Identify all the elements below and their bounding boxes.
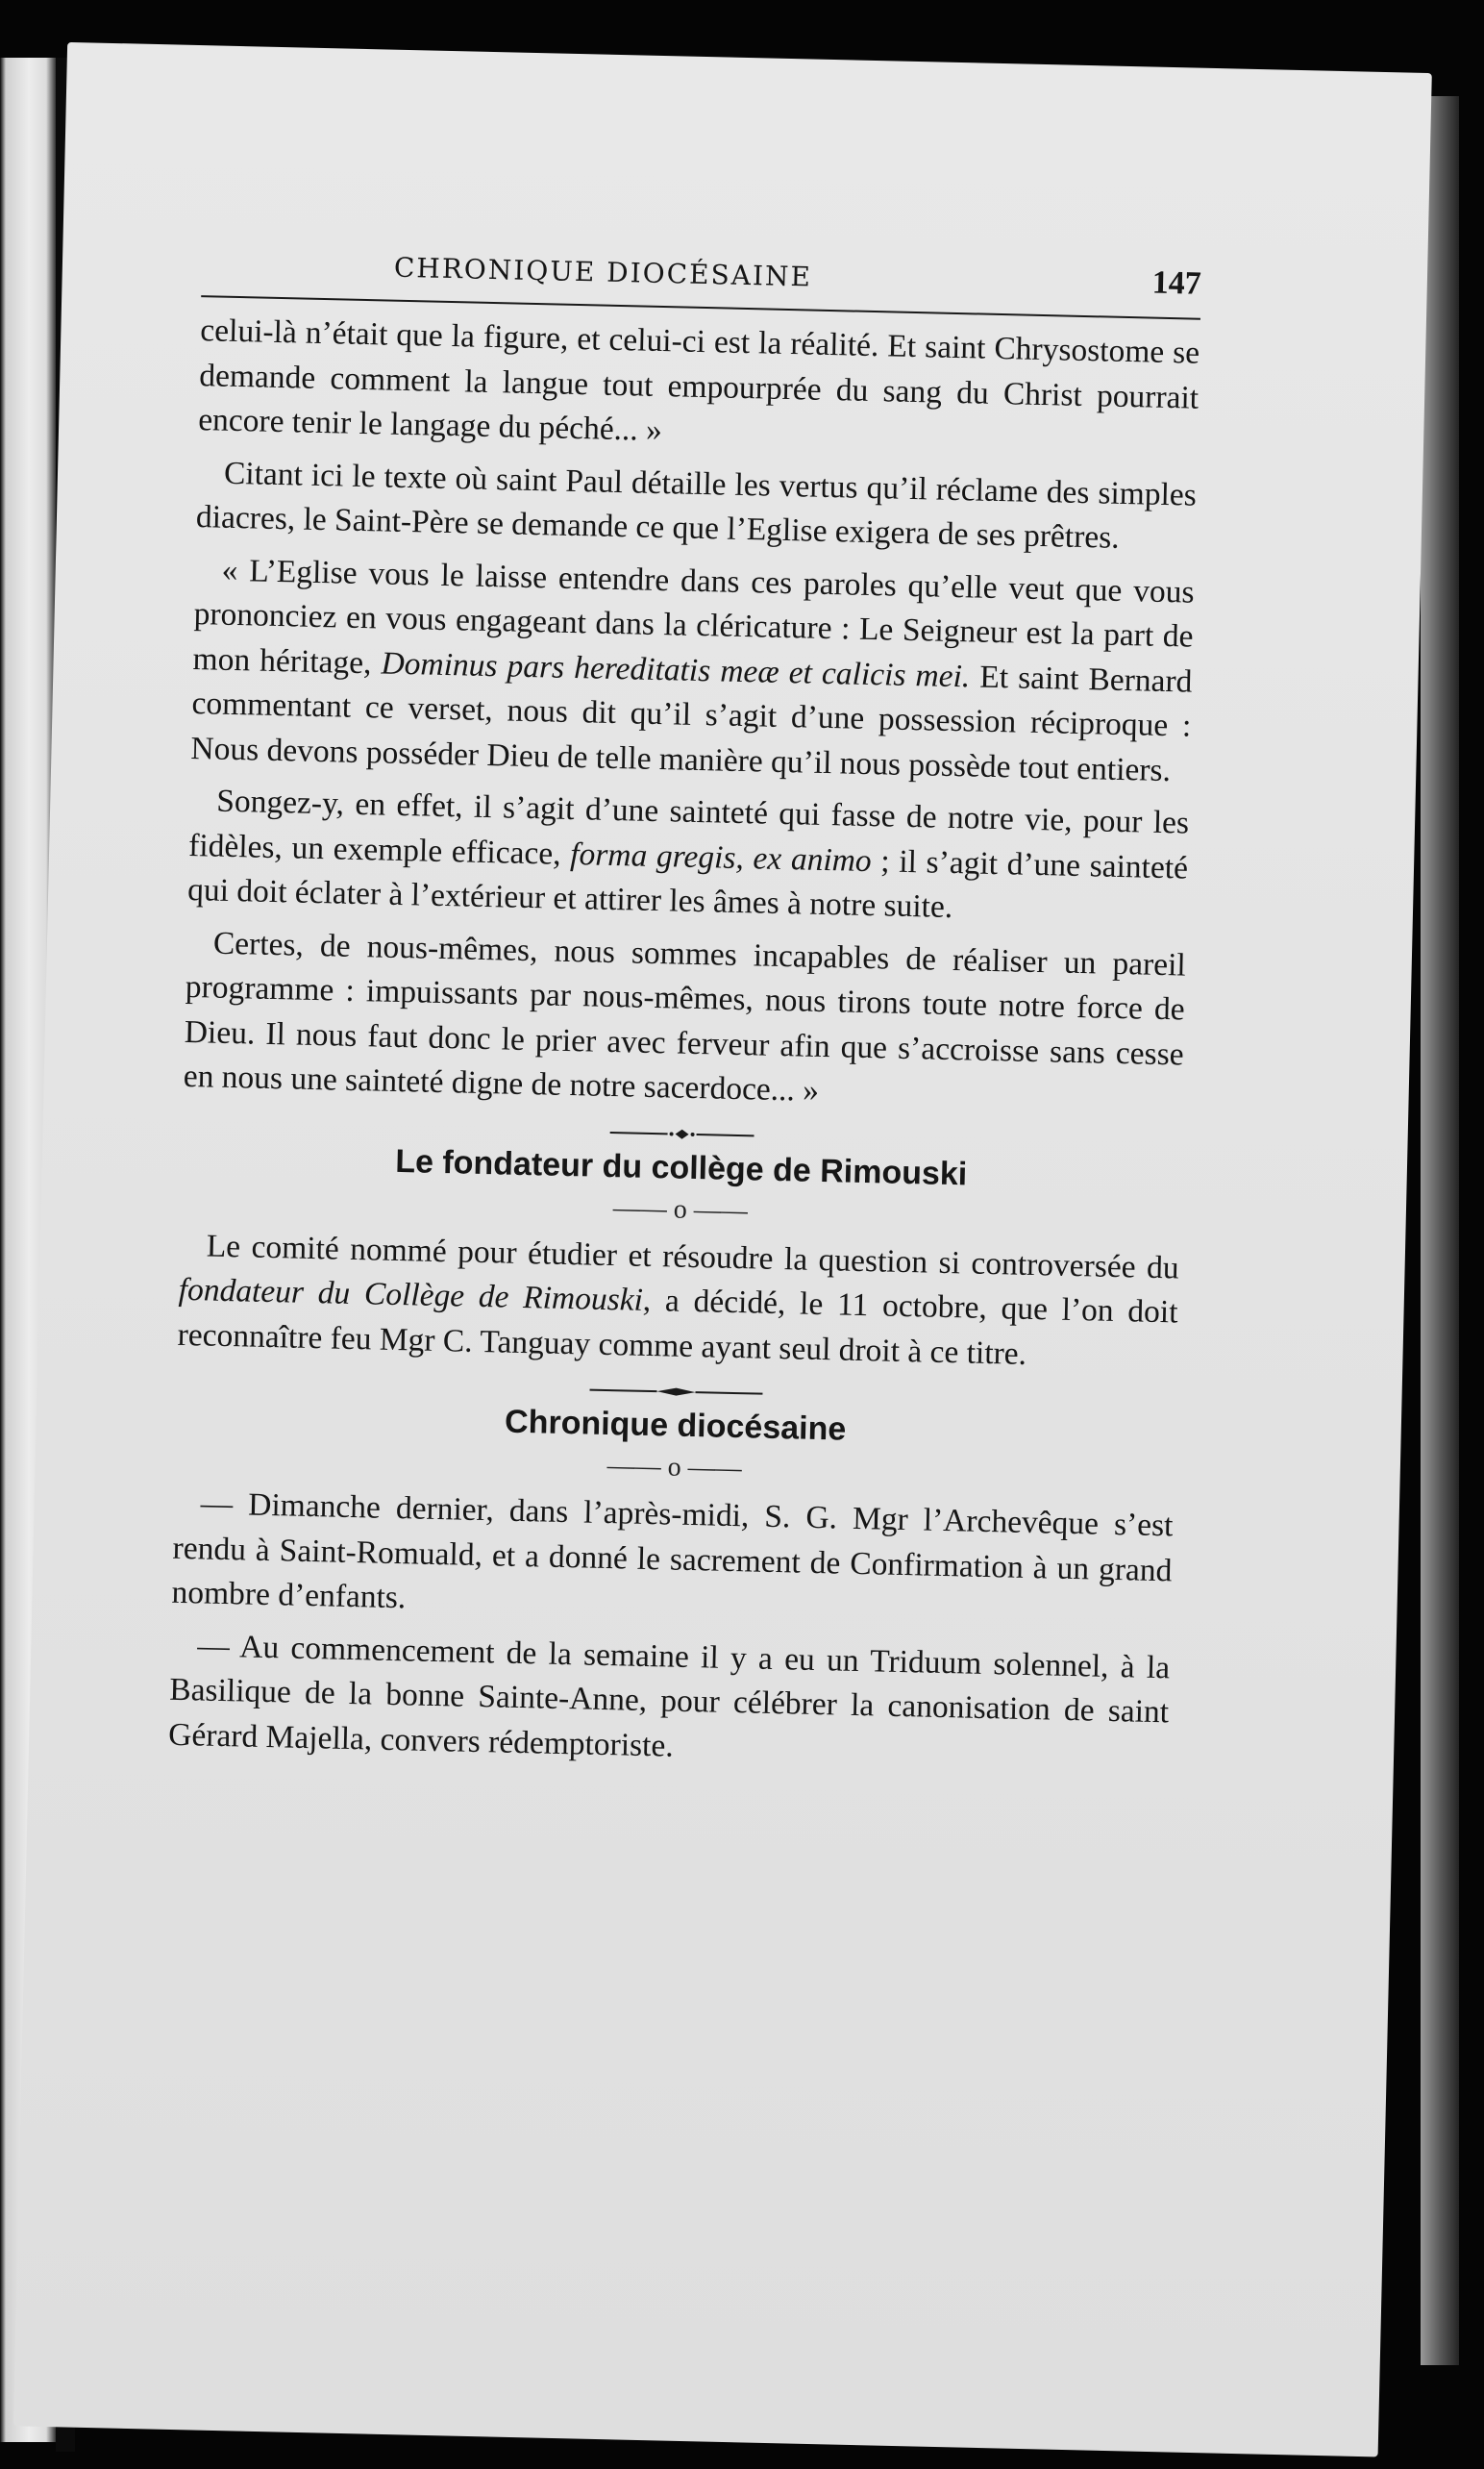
- section-title: Le fondateur du collège de Rimouski: [394, 1142, 968, 1192]
- section-title: Chronique diocésaine: [504, 1403, 847, 1448]
- book-page: [13, 42, 1432, 2457]
- small-divider: —— o ——: [612, 1192, 749, 1226]
- page-number: 147: [1151, 264, 1202, 302]
- paragraph-text: Songez-y, en effet, il s’agit d’une sainteté qui fasse de notre vie, pour les fidèles, un exemple efficace,: [187, 783, 1190, 872]
- paragraph: Citant ici le texte où saint Paul détaille les vertus qu’il réclame des simples diacres, le Saint-Père se demande ce que l’Eglise exigera de ses prêtres.: [195, 455, 1198, 556]
- paragraph-text: , a décidé, le 11 octobre, que l’on doit reconnaître feu Mgr C. Tanguay comme ayant seul droit à ce titre.: [177, 1282, 1178, 1372]
- paragraph: Certes, de nous-mêmes, nous sommes incapables de réaliser un pareil programme : impuissants par nous-mêmes, nous tirons toute notre force de Dieu. Il nous faut donc le prier avec ferveur afin que s’accroisse sans cesse en nous une sainteté digne de notre sacerdoce... »: [183, 925, 1187, 1109]
- paragraph-text: Et saint Bernard commentant ce verset, nous dit qu’il s’agit d’une possession réciproque : Nous devons posséder Dieu de telle manière qu’il nous possède tout entiers.: [190, 658, 1193, 788]
- running-title: CHRONIQUE DIOCÉSAINE: [393, 251, 813, 293]
- latin-quote: Dominus pars hereditatis meæ et calicis mei.: [381, 644, 971, 694]
- paragraph: [190, 548, 1195, 794]
- running-header: [201, 237, 1201, 320]
- paragraph-text: « L’Eglise vous le laisse entendre dans ces paroles qu’elle veut que vous prononciez en vous engageant dans la cléricature : Le Seigneur est la part de mon héritage,: [192, 552, 1195, 681]
- paragraph: — Au commencement de la semaine il y a eu un Triduum solennel, à la Basilique de la bonne Sainte-Anne, pour célébrer la canonisation de saint Gérard Majella, convers rédemptoriste.: [167, 1627, 1171, 1764]
- italic-title: fondateur du Collège de Rimouski: [178, 1271, 644, 1318]
- paragraph-text: ; il s’agit d’une sainteté qui doit éclater à l’extérieur et attirer les âmes à notre suite.: [186, 842, 1189, 926]
- paragraph: [187, 779, 1190, 935]
- paragraph: [177, 1223, 1179, 1380]
- page-stack-edge: [1421, 96, 1459, 2365]
- latin-quote: forma gregis, ex animo: [569, 835, 873, 879]
- paragraph: celui-là n’était que la figure, et celui-ci est la réalité. Et saint Chrysostome se demande comment la langue tout empourprée du sang du Christ pourrait encore tenir le langage du péché... »: [197, 312, 1200, 449]
- small-divider: —— o ——: [606, 1451, 743, 1484]
- body-text: [168, 309, 1200, 1780]
- page-content: [168, 237, 1202, 1780]
- paragraph-text: Le comité nommé pour étudier et résoudre la question si controversée du: [206, 1228, 1179, 1285]
- paragraph: — Dimanche dernier, dans l’après-midi, S. G. Mgr l’Archevêque s’est rendu à Saint-Romuald, et a donné le sacrement de Confirmation à un grand nombre d’enfants.: [171, 1485, 1174, 1616]
